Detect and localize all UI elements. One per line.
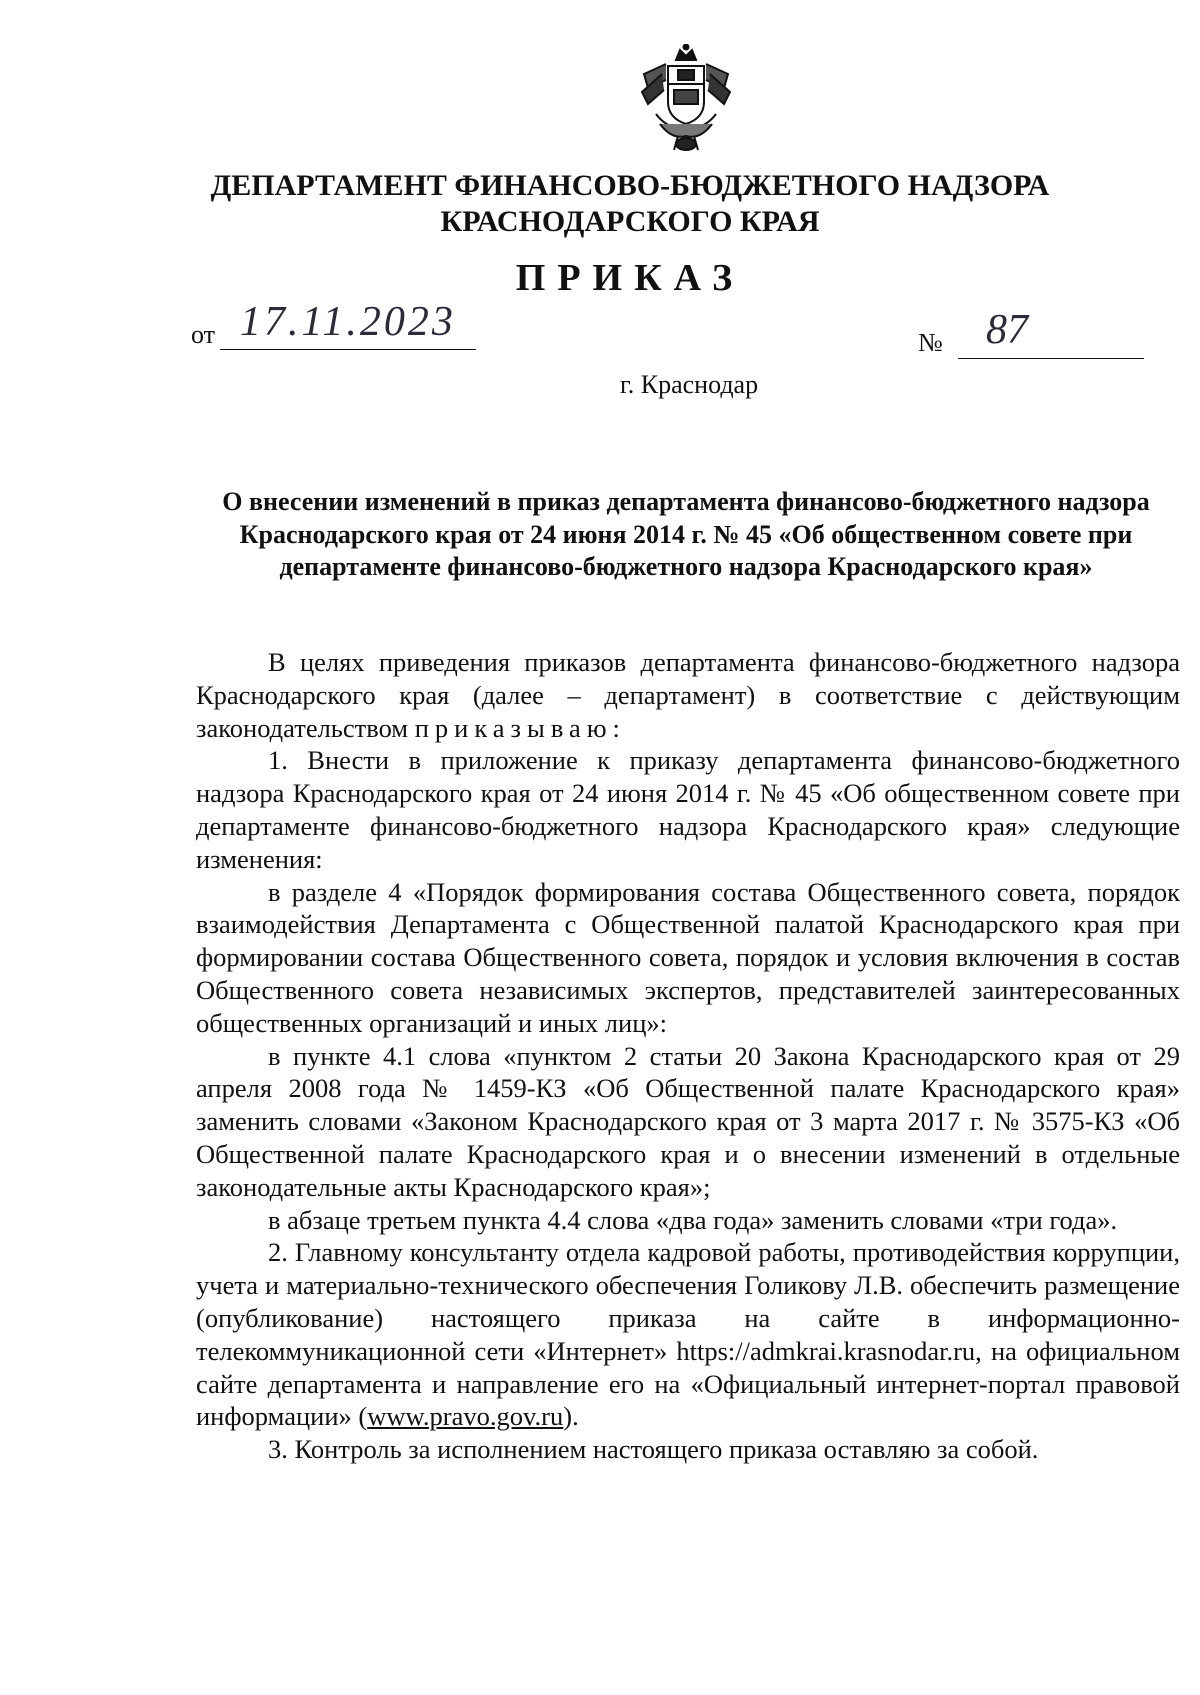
number-label: № [918, 328, 943, 357]
order-title: О внесении изменений в приказ департамента финансово-бюджетного надзора Краснодарского края от 24 июня 2014 г. № 45 «Об общественном совете при департаменте финансово-бюджетного надзора Краснодарского края» [222, 487, 1150, 581]
paragraph-section-4: в разделе 4 «Порядок формирования состава Общественного совета, порядок взаимодействия Департамента с Общественной палатой Краснодарского края при формировании состава Общественного совета, порядок и условия включения в состав Общественного совета независимых экспертов, представителей заинтересованных общественных организаций и иных лиц»: [196, 876, 1180, 1038]
document-type: ПРИКАЗ [515, 257, 745, 299]
agency-name-line2: КРАСНОДАРСКОГО КРАЯ [440, 205, 820, 238]
order-verb: приказываю: [414, 712, 626, 743]
number-underline [958, 358, 1144, 359]
order-body [196, 646, 1180, 1466]
pravo-gov-link[interactable]: www.pravo.gov.ru [367, 1401, 564, 1432]
handwritten-number: 87 [986, 307, 1028, 353]
krasnodar-krai-coat-of-arms-icon [638, 44, 734, 154]
paragraph-item-1: 1. Внести в приложение к приказу департамента финансово-бюджетного надзора Краснодарского края от 24 июня 2014 г. № 45 «Об общественном совете при департаменте финансово-бюджетного надзора Краснодарского края» следующие изменения: [196, 745, 1180, 874]
paragraph-item-2 [196, 1236, 1180, 1433]
paragraph-preamble [196, 646, 1180, 744]
city: г. Краснодар [620, 370, 759, 399]
handwritten-date: 17.11.2023 [240, 299, 456, 345]
date-label: от [191, 320, 216, 349]
item-2-end: ). [563, 1401, 579, 1432]
paragraph-point-4-4: в абзаце третьем пункта 4.4 слова «два года» заменить словами «три года». [268, 1204, 1118, 1235]
date-underline [220, 349, 476, 350]
paragraph-item-3: 3. Контроль за исполнением настоящего приказа оставляю за собой. [268, 1434, 1039, 1465]
paragraph-point-4-1: в пункте 4.1 слова «пунктом 2 статьи 20 Закона Краснодарского края от 29 апреля 2008 года № 1459-КЗ «Об Общественной палате Краснодарского края» заменить словами «Законом Краснодарского края от 3 марта 2017 г. № 3575-КЗ «Об Общественной палате Краснодарского края и о внесении изменений в отдельные законодательные акты Краснодарского края»; [196, 1040, 1180, 1202]
preamble-text: В целях приведения приказов департамента финансово-бюджетного надзора Краснодарского края (далее – департамент) в соответствие с действующим законодательством [196, 647, 1180, 743]
agency-name-line1: ДЕПАРТАМЕНТ ФИНАНСОВО-БЮДЖЕТНОГО НАДЗОРА [210, 169, 1050, 202]
item-2-text: 2. Главному консультанту отдела кадровой работы, противодействия коррупции, учета и материально-технического обеспечения Голикову Л.В. обеспечить размещение (опубликование) настоящего приказа на сайте в информационно-телекоммуникационной сети «Интернет» https://admkrai.krasnodar.ru, на официальном сайте департамента и направление его на «Официальный интернет-портал правовой информации» ( [196, 1237, 1180, 1432]
